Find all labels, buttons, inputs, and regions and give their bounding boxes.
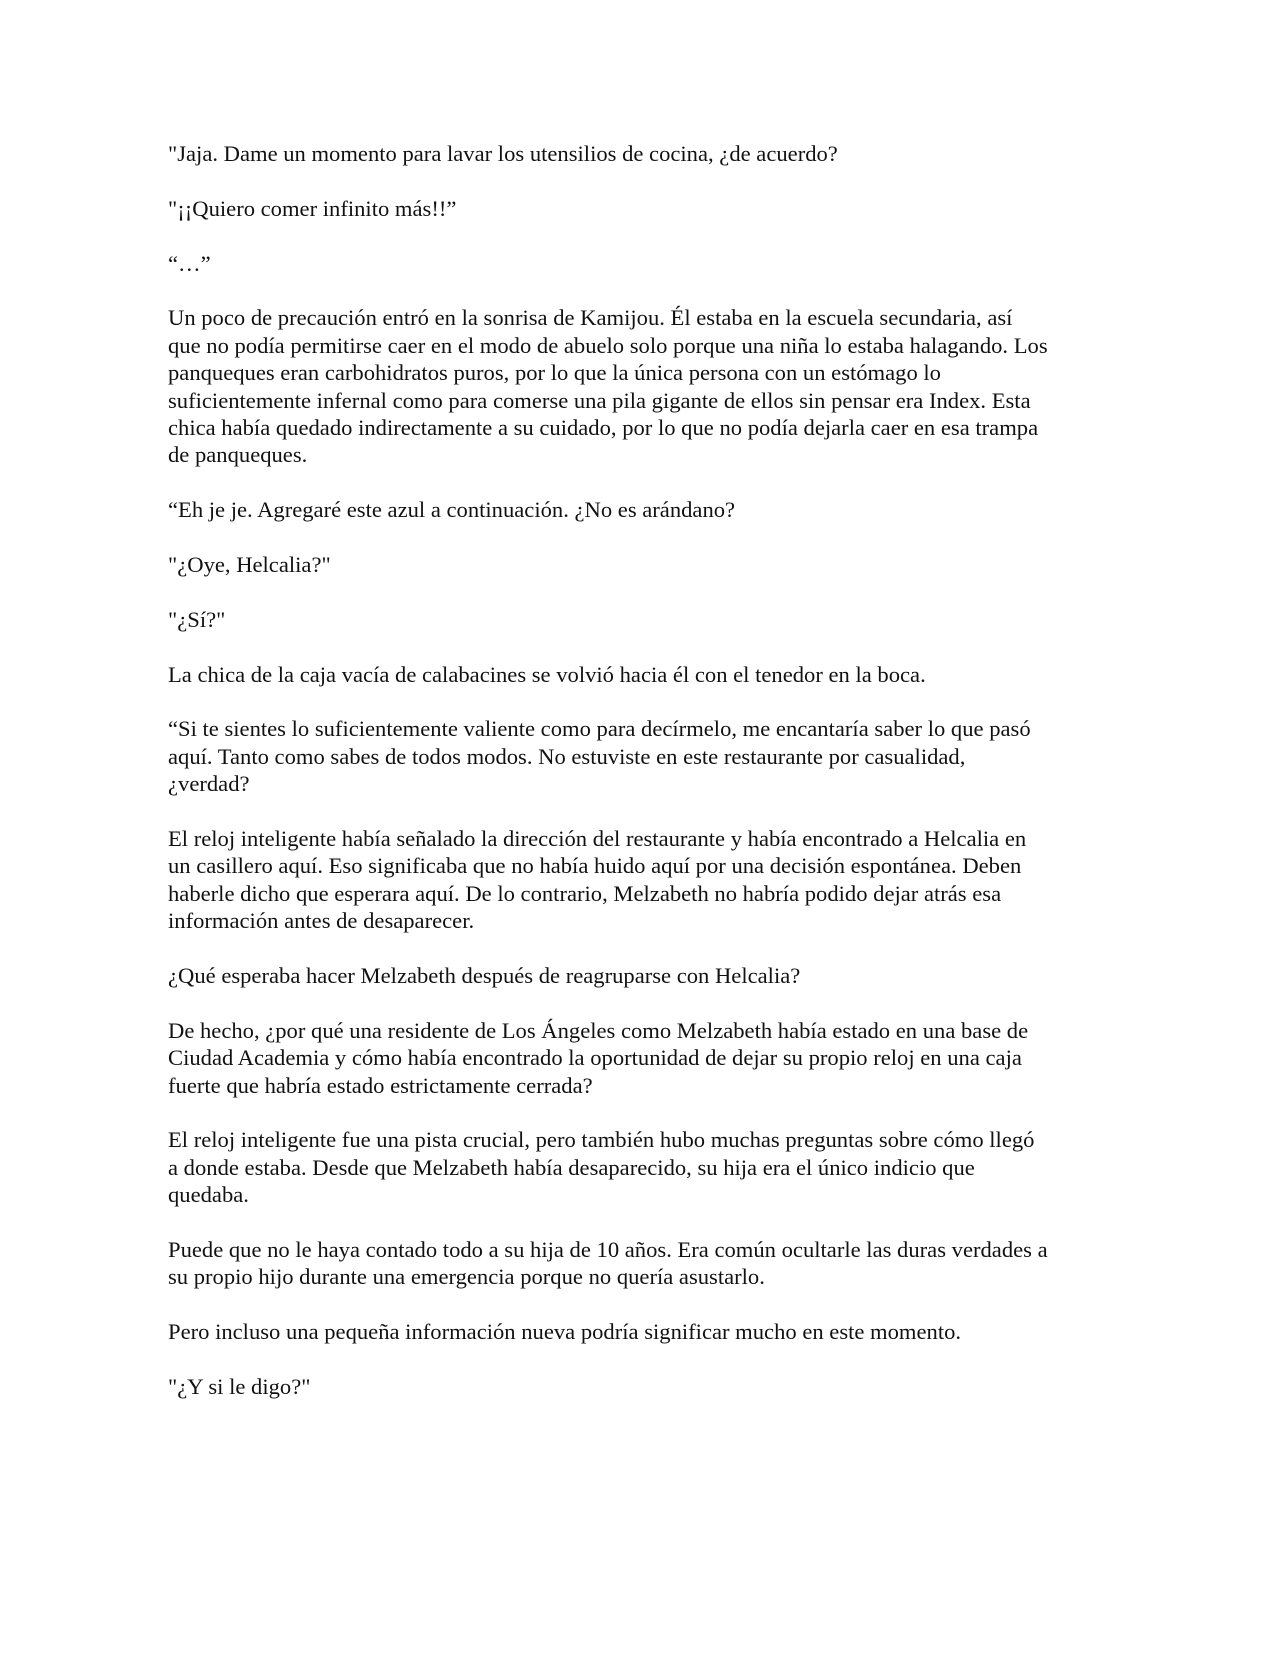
paragraph-dialogue-eat-more: "¡¡Quiero comer infinito más!!” [168, 195, 457, 221]
paragraph-girl-turns: La chica de la caja vacía de calabacines se volvió hacia él con el tenedor en la boca. [168, 661, 926, 687]
paragraph-dialogue-what-if: "¿Y si le digo?" [168, 1374, 311, 1400]
document-page [168, 140, 1050, 1428]
paragraph-hard-truths: Puede que no le haya contado todo a su hija de 10 años. Era común ocultarle las duras verdades a su propio hijo durante una emergencia porque no quería asustarlo. [168, 1237, 1048, 1290]
paragraph-kamijou-caution: Un poco de precaución entró en la sonrisa de Kamijou. Él estaba en la escuela secundaria, así que no podía permitirse caer en el modo de abuelo solo porque una niña lo estaba halagando. Los panqueques eran carbohidratos puros, por lo que la única persona con un estómago lo suficientemente infernal como para comerse una pila gigante de ellos sin pensar era Index. Esta chica había quedado indirectamente a su cuidado, por lo que no podía dejarla caer en esa trampa de panqueques. [168, 305, 1048, 468]
paragraph-dialogue-ellipsis: “…” [168, 250, 211, 276]
paragraph-melzabeth-question: ¿Qué esperaba hacer Melzabeth después de reagruparse con Helcalia? [168, 963, 801, 989]
paragraph-dialogue-wash-utensils: "Jaja. Dame un momento para lavar los utensilios de cocina, ¿de acuerdo? [168, 141, 838, 166]
paragraph-dialogue-blueberry: “Eh je je. Agregaré este azul a continuación. ¿No es arándano? [168, 497, 736, 523]
paragraph-dialogue-what-happened: “Si te sientes lo suficientemente valiente como para decírmelo, me encantaría saber lo que pasó aquí. Tanto como sabes de todos modos. No estuviste en este restaurante por casualidad, ¿verdad? [168, 716, 1031, 797]
paragraph-new-information: Pero incluso una pequeña información nueva podría significar mucho en este momento. [168, 1319, 962, 1345]
paragraph-dialogue-yes: "¿Sí?" [168, 606, 226, 632]
paragraph-dialogue-hey-helcalia: "¿Oye, Helcalia?" [168, 552, 331, 578]
paragraph-crucial-clue: El reloj inteligente fue una pista crucial, pero también hubo muchas preguntas sobre cómo llegó a donde estaba. Desde que Melzabeth había desaparecido, su hija era el único indicio que quedaba. [168, 1127, 1035, 1208]
paragraph-los-angeles-resident: De hecho, ¿por qué una residente de Los Ángeles como Melzabeth había estado en una base de Ciudad Academia y cómo había encontrado la oportunidad de dejar su propio reloj en una caja fuerte que habría estado estrictamente cerrada? [168, 1017, 1029, 1098]
paragraph-smartwatch-address: El reloj inteligente había señalado la dirección del restaurante y había encontrado a Helcalia en un casillero aquí. Eso significaba que no había huido aquí por una decisión espontánea. Deben haberle dicho que esperara aquí. De lo contrario, Melzabeth no habría podido dejar atrás esa información antes de desaparecer. [168, 826, 1027, 934]
